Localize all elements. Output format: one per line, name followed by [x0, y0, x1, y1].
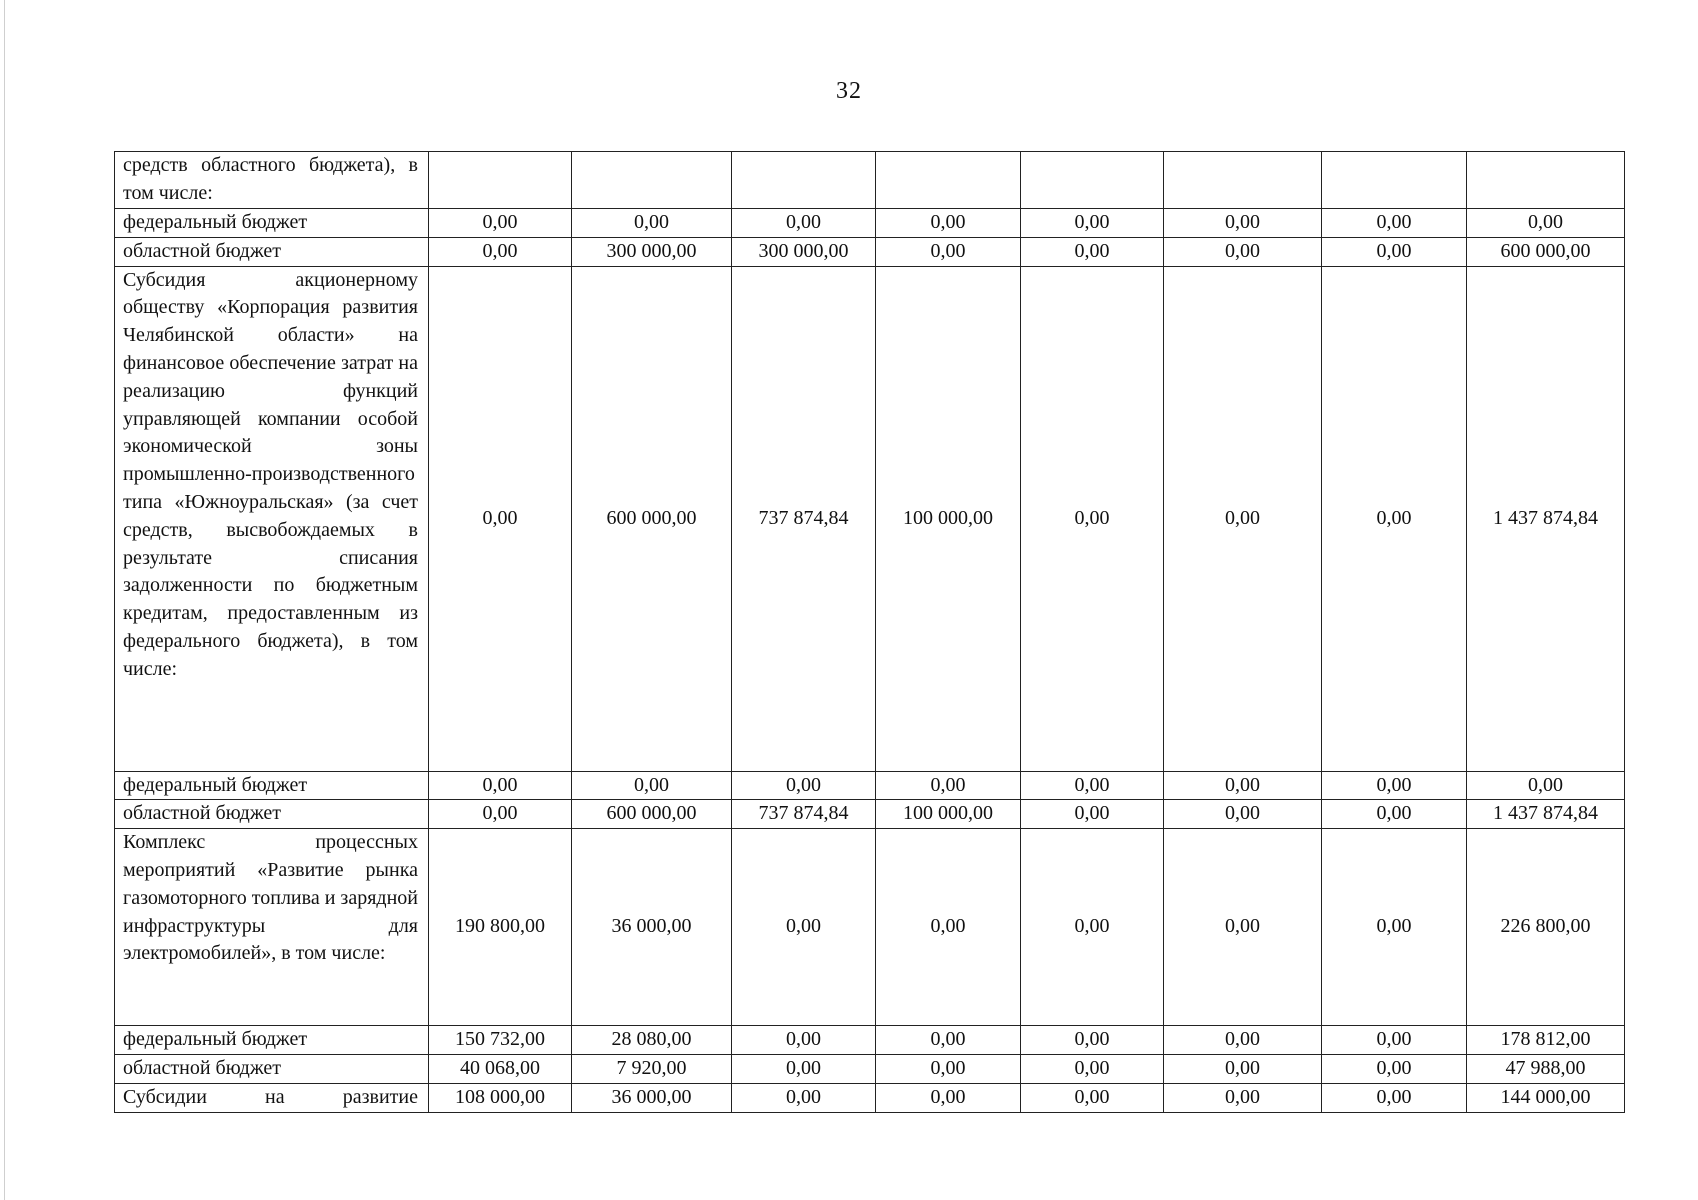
value-cell: 0,00 — [1164, 1054, 1322, 1083]
value-cell: 600 000,00 — [572, 800, 732, 829]
value-cell — [1467, 152, 1625, 209]
table-row — [115, 800, 1625, 829]
value-cell: 0,00 — [572, 209, 732, 238]
value-cell — [1164, 152, 1322, 209]
row-label: областной бюджет — [115, 800, 429, 829]
value-cell: 0,00 — [1021, 1026, 1164, 1055]
value-cell: 0,00 — [1322, 237, 1467, 266]
row-label: федеральный бюджет — [115, 1026, 429, 1055]
value-cell: 0,00 — [1164, 829, 1322, 1026]
value-cell: 0,00 — [429, 800, 572, 829]
value-cell: 150 732,00 — [429, 1026, 572, 1055]
value-cell: 144 000,00 — [1467, 1083, 1625, 1112]
table-row — [115, 237, 1625, 266]
value-cell: 0,00 — [1164, 237, 1322, 266]
row-label: областной бюджет — [115, 1054, 429, 1083]
value-cell: 0,00 — [1164, 209, 1322, 238]
value-cell: 0,00 — [1021, 1083, 1164, 1112]
table-row — [115, 152, 1625, 209]
value-cell: 0,00 — [1467, 209, 1625, 238]
value-cell: 0,00 — [1164, 1083, 1322, 1112]
value-cell: 0,00 — [1322, 829, 1467, 1026]
table-row — [115, 1026, 1625, 1055]
value-cell: 100 000,00 — [876, 800, 1021, 829]
table-row — [115, 266, 1625, 771]
row-label: средств областного бюджета), в том числе: — [115, 152, 429, 209]
value-cell: 36 000,00 — [572, 1083, 732, 1112]
value-cell: 0,00 — [429, 266, 572, 771]
value-cell: 0,00 — [1021, 209, 1164, 238]
value-cell: 47 988,00 — [1467, 1054, 1625, 1083]
row-label: федеральный бюджет — [115, 771, 429, 800]
value-cell: 0,00 — [876, 829, 1021, 1026]
value-cell: 36 000,00 — [572, 829, 732, 1026]
value-cell: 0,00 — [429, 237, 572, 266]
row-label: Комплекс процессных мероприятий «Развитие рынка газомоторного топлива и зарядной инфраструктуры для электромобилей», в том числе: — [115, 829, 429, 1026]
value-cell: 0,00 — [1467, 771, 1625, 800]
value-cell: 0,00 — [429, 209, 572, 238]
value-cell: 0,00 — [1164, 1026, 1322, 1055]
budget-table — [114, 151, 1625, 1113]
page-number: 32 — [836, 78, 862, 104]
value-cell: 0,00 — [1322, 266, 1467, 771]
value-cell: 108 000,00 — [429, 1083, 572, 1112]
value-cell: 0,00 — [1322, 800, 1467, 829]
value-cell — [572, 152, 732, 209]
row-label: федеральный бюджет — [115, 209, 429, 238]
value-cell — [876, 152, 1021, 209]
value-cell: 1 437 874,84 — [1467, 266, 1625, 771]
value-cell: 0,00 — [732, 209, 876, 238]
value-cell: 737 874,84 — [732, 800, 876, 829]
value-cell: 0,00 — [732, 771, 876, 800]
value-cell: 178 812,00 — [1467, 1026, 1625, 1055]
value-cell: 300 000,00 — [572, 237, 732, 266]
value-cell: 0,00 — [732, 829, 876, 1026]
value-cell: 0,00 — [1021, 266, 1164, 771]
table-row — [115, 829, 1625, 1026]
value-cell — [429, 152, 572, 209]
value-cell: 0,00 — [1164, 800, 1322, 829]
table-row — [115, 1054, 1625, 1083]
value-cell: 0,00 — [1021, 237, 1164, 266]
value-cell: 600 000,00 — [572, 266, 732, 771]
row-label: Субсидия акционерному обществу «Корпорация развития Челябинской области» на финансовое обеспечение затрат на реализацию функций управляющей компании особой экономической зоны промышленно-производственного типа «Южноуральская» (за счет средств, высвобождаемых в результате списания задолженности по бюджетным кредитам, предоставленным из федерального бюджета), в том числе: — [115, 266, 429, 771]
row-label: областной бюджет — [115, 237, 429, 266]
value-cell: 300 000,00 — [732, 237, 876, 266]
value-cell: 1 437 874,84 — [1467, 800, 1625, 829]
value-cell — [1322, 152, 1467, 209]
value-cell: 0,00 — [876, 1083, 1021, 1112]
table-row — [115, 209, 1625, 238]
value-cell: 226 800,00 — [1467, 829, 1625, 1026]
table-row — [115, 771, 1625, 800]
value-cell: 0,00 — [1322, 1054, 1467, 1083]
value-cell: 0,00 — [1021, 771, 1164, 800]
value-cell: 737 874,84 — [732, 266, 876, 771]
value-cell — [732, 152, 876, 209]
value-cell: 0,00 — [876, 771, 1021, 800]
value-cell: 0,00 — [876, 237, 1021, 266]
value-cell: 0,00 — [732, 1054, 876, 1083]
value-cell: 0,00 — [732, 1083, 876, 1112]
value-cell: 28 080,00 — [572, 1026, 732, 1055]
value-cell: 0,00 — [1164, 771, 1322, 800]
value-cell: 0,00 — [1164, 266, 1322, 771]
value-cell: 0,00 — [1322, 1083, 1467, 1112]
table-row — [115, 1083, 1625, 1112]
value-cell: 190 800,00 — [429, 829, 572, 1026]
page-left-edge — [4, 0, 5, 1200]
value-cell: 0,00 — [876, 1054, 1021, 1083]
value-cell: 0,00 — [429, 771, 572, 800]
value-cell: 600 000,00 — [1467, 237, 1625, 266]
value-cell: 0,00 — [1322, 209, 1467, 238]
row-label: Субсидии на развитие — [115, 1083, 429, 1112]
value-cell: 7 920,00 — [572, 1054, 732, 1083]
value-cell: 0,00 — [1021, 1054, 1164, 1083]
value-cell — [1021, 152, 1164, 209]
value-cell: 0,00 — [1021, 800, 1164, 829]
value-cell: 0,00 — [732, 1026, 876, 1055]
value-cell: 40 068,00 — [429, 1054, 572, 1083]
value-cell: 0,00 — [876, 1026, 1021, 1055]
value-cell: 0,00 — [572, 771, 732, 800]
value-cell: 0,00 — [876, 209, 1021, 238]
value-cell: 0,00 — [1021, 829, 1164, 1026]
value-cell: 0,00 — [1322, 771, 1467, 800]
value-cell: 0,00 — [1322, 1026, 1467, 1055]
value-cell: 100 000,00 — [876, 266, 1021, 771]
